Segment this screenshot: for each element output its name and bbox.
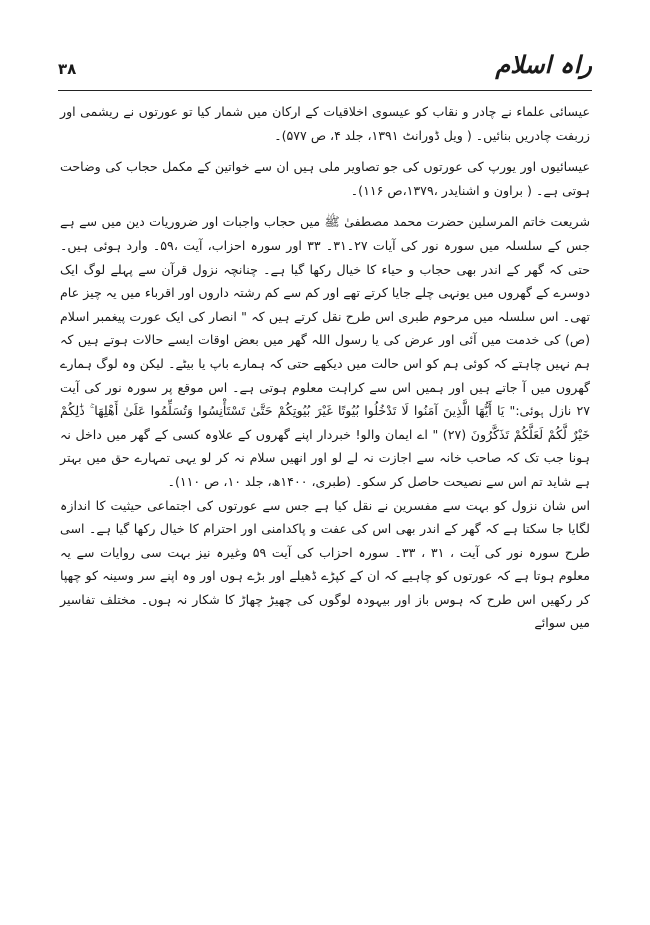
- paragraph-2: عیسائیوں اور یورپ کی عورتوں کی جو تصاویر ملی ہیں ان سے خواتین کے مکمل حجاب کی وضاحت ہوتی ہے۔ ( براون و اشنایدر ،۱۳۷۹،ص ۱۱۶)۔: [60, 159, 590, 198]
- paragraph-1: عیسائی علماء نے چادر و نقاب کو عیسوی اخلاقیات کے ارکان میں شمار کیا تو عورتوں نے ریشمی اور زربفت چادریں بنائیں۔ ( ویل ڈورانٹ ۱۳۹۱، جلد ۴، ص ۵۷۷)۔: [60, 104, 590, 143]
- page-number: ۳۸: [58, 60, 77, 78]
- paragraph-3: شریعت خاتم المرسلین حضرت محمد مصطفیٰ ﷺ میں حجاب واجبات اور ضروریات دین میں سے ہے جس کے سلسلہ میں سورہ نور کی آیات ۲۷۔۳۱۔ ۳۳ اور سورہ احزاب، آیت ،۵۹۔ وارد ہوئی ہیں۔ حتی کہ گھر کے اندر بھی حجاب و حیاء کا خیال رکھا گیا ہے۔ چنانچہ نزول قرآن سے پہلے لوگ ایک دوسرے کے گھروں میں یونہی چلے جایا کرتے تھے اور کم سے کم رشتہ داروں اور اقرباء میں یہ چیز عام تھی۔ اس سلسلہ میں مرحوم طبری اس طرح نقل کرتے ہیں کہ " انصار کی ایک عورت پیغمبر اسلام (ص) کی خدمت میں آئی اور عرض کی یا رسول اللہ گھر میں بعض اوقات ایسے حالات ہوتے ہیں کہ ہم نہیں چاہتے کہ کوئی ہم کو اس حالت میں دیکھے حتی کہ ہمارے باپ یا بیٹے۔ لیکن وہ لوگ ہمارے گھروں میں آ جاتے ہیں اور ہمیں اس سے کراہت معلوم ہوتی ہے۔ اس موقع پر سورہ نور کی آیت ۲۷ نازل ہوئی:" يَا أَيُّهَا الَّذِينَ آمَنُوا لَا تَدْخُلُوا بُيُوتًا غَيْرَ بُيُوتِكُمْ حَتَّىٰ تَسْتَأْنِسُوا وَتُسَلِّمُوا عَلَىٰ أَهْلِهَا ۚ ذَٰلِكُمْ خَيْرٌ لَّكُمْ لَعَلَّكُمْ تَذَكَّرُونَ (۲۷) " اے ایمان والو! خبردار اپنے گھروں کے علاوہ کسی کے گھر میں داخل نہ ہونا جب تک کہ صاحب خانہ سے اجازت نہ لے لو اور انھیں سلام نہ کر لو یہی تمہارے حق میں بہتر ہے شاید تم اس سے نصیحت حاصل کر سکو۔ (طبری، ۱۴۰۰ھ، جلد ۱۰، ص ۱۱۰)۔: [60, 214, 591, 489]
- page-header: [58, 50, 592, 84]
- header-divider: [58, 90, 592, 91]
- running-title: راہ اسلام: [495, 50, 592, 79]
- page-body: [60, 100, 590, 895]
- paragraph-4: اس شان نزول کو بہت سے مفسرین نے نقل کیا ہے جس سے عورتوں کی اجتماعی حیثیت کا اندازہ لگایا جا سکتا ہے کہ گھر کے اندر بھی اس کی عفت و پاکدامنی اور احترام کا خیال رکھا گیا ہے۔ اسی طرح سورہ نور کی آیت ، ۳۱ ، ۳۳۔ سورہ احزاب کی آیت ۵۹ وغیرہ نیز بہت سی روایات سے یہ معلوم ہوتا ہے کہ عورتوں کو چاہیے کہ ان کے کپڑے ڈھیلے اور بڑے ہوں اور وہ اپنے سر وسینہ کو چھپا کر رکھیں اس طرح کہ ہوس باز اور بیہودہ لوگوں کی چھیڑ چھاڑ کا شکار نہ ہوں۔ مختلف تفاسیر میں سوائے: [60, 497, 590, 631]
